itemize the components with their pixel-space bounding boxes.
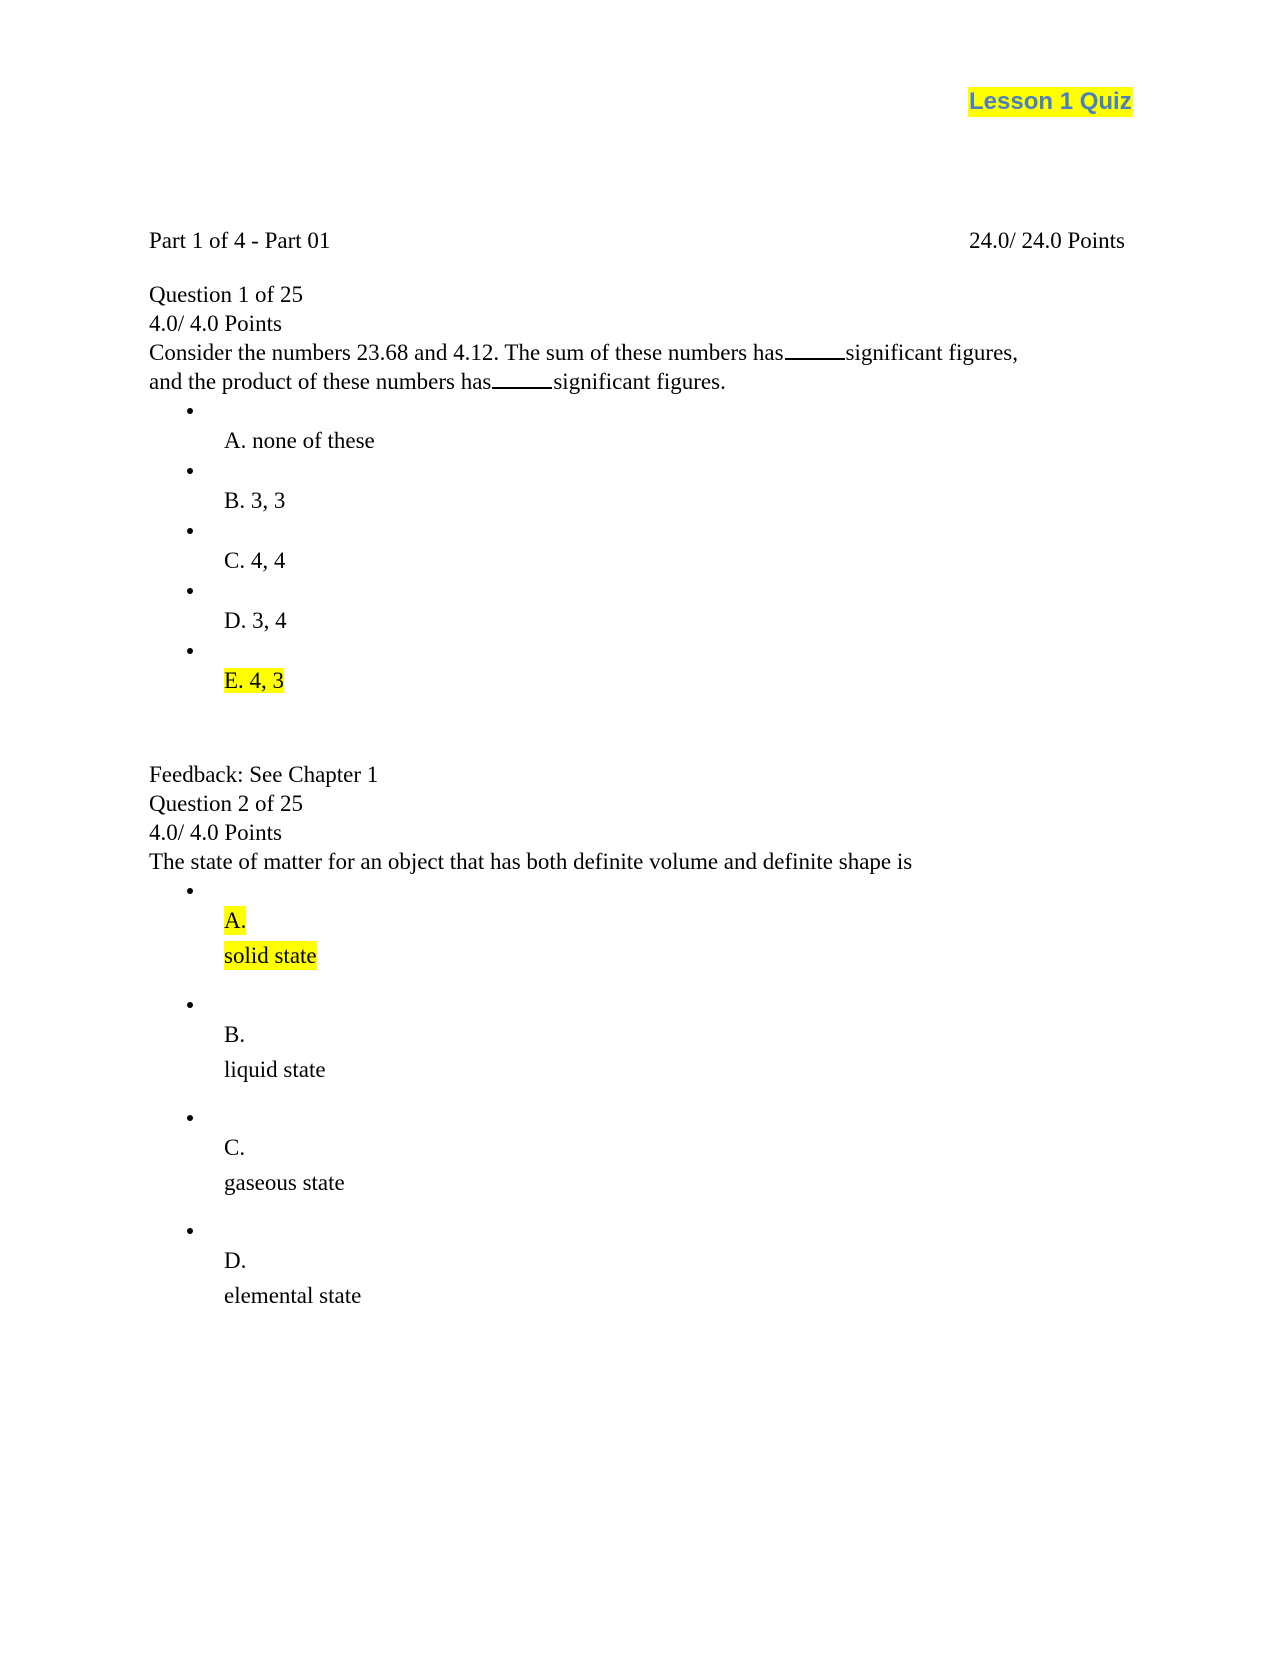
question-2-option-a[interactable] xyxy=(224,906,317,970)
question-1-text-line-2: and the product of these numbers has significant figures. xyxy=(149,369,726,394)
bullet-icon xyxy=(187,648,193,654)
question-2-option-b[interactable] xyxy=(224,1020,326,1084)
question-1-option-b[interactable]: B. 3, 3 xyxy=(224,488,286,513)
bullet-icon xyxy=(187,888,193,894)
option-text: liquid state xyxy=(224,1057,326,1082)
bullet-icon xyxy=(187,408,193,414)
question-1-feedback: Feedback: See Chapter 1 xyxy=(149,762,379,787)
answer-blank xyxy=(785,338,845,360)
question-2-header xyxy=(149,760,1125,876)
option-text: gaseous state xyxy=(224,1170,345,1195)
bullet-icon xyxy=(187,528,193,534)
question-1-option-d[interactable]: D. 3, 4 xyxy=(224,608,287,633)
selected-answer-highlight: E. 4, 3 xyxy=(224,668,285,693)
question-1-option-c[interactable]: C. 4, 4 xyxy=(224,548,286,573)
option-text: elemental state xyxy=(224,1283,362,1308)
bullet-icon xyxy=(187,468,193,474)
question-2-option-d[interactable] xyxy=(224,1246,361,1310)
question-1-option-e[interactable] xyxy=(224,666,284,695)
question-2-points: 4.0/ 4.0 Points xyxy=(149,820,282,845)
option-text: solid state xyxy=(224,943,317,968)
question-2-text: The state of matter for an object that has both definite volume and definite shape is xyxy=(149,849,913,874)
part-points: 24.0/ 24.0 Points xyxy=(969,228,1125,253)
option-letter: C. xyxy=(224,1135,246,1160)
question-1-option-a[interactable]: A. none of these xyxy=(224,428,375,453)
bullet-icon xyxy=(187,588,193,594)
question-2-option-c[interactable] xyxy=(224,1133,345,1197)
bullet-icon xyxy=(187,1115,193,1121)
bullet-icon xyxy=(187,1228,193,1234)
question-1-number: Question 1 of 25 xyxy=(149,282,303,307)
document-title: Lesson 1 Quiz xyxy=(969,88,1132,115)
question-2-number: Question 2 of 25 xyxy=(149,791,303,816)
option-letter: D. xyxy=(224,1248,247,1273)
question-1-text-line-1: Consider the numbers 23.68 and 4.12. The sum of these numbers has significant figures, xyxy=(149,340,1019,365)
part-header xyxy=(149,226,1125,255)
question-1-header xyxy=(149,280,1125,396)
answer-blank xyxy=(492,367,552,389)
question-1-points: 4.0/ 4.0 Points xyxy=(149,311,282,336)
bullet-icon xyxy=(187,1002,193,1008)
option-letter: A. xyxy=(224,908,247,933)
option-letter: B. xyxy=(224,1022,246,1047)
part-label: Part 1 of 4 - Part 01 xyxy=(149,228,331,253)
